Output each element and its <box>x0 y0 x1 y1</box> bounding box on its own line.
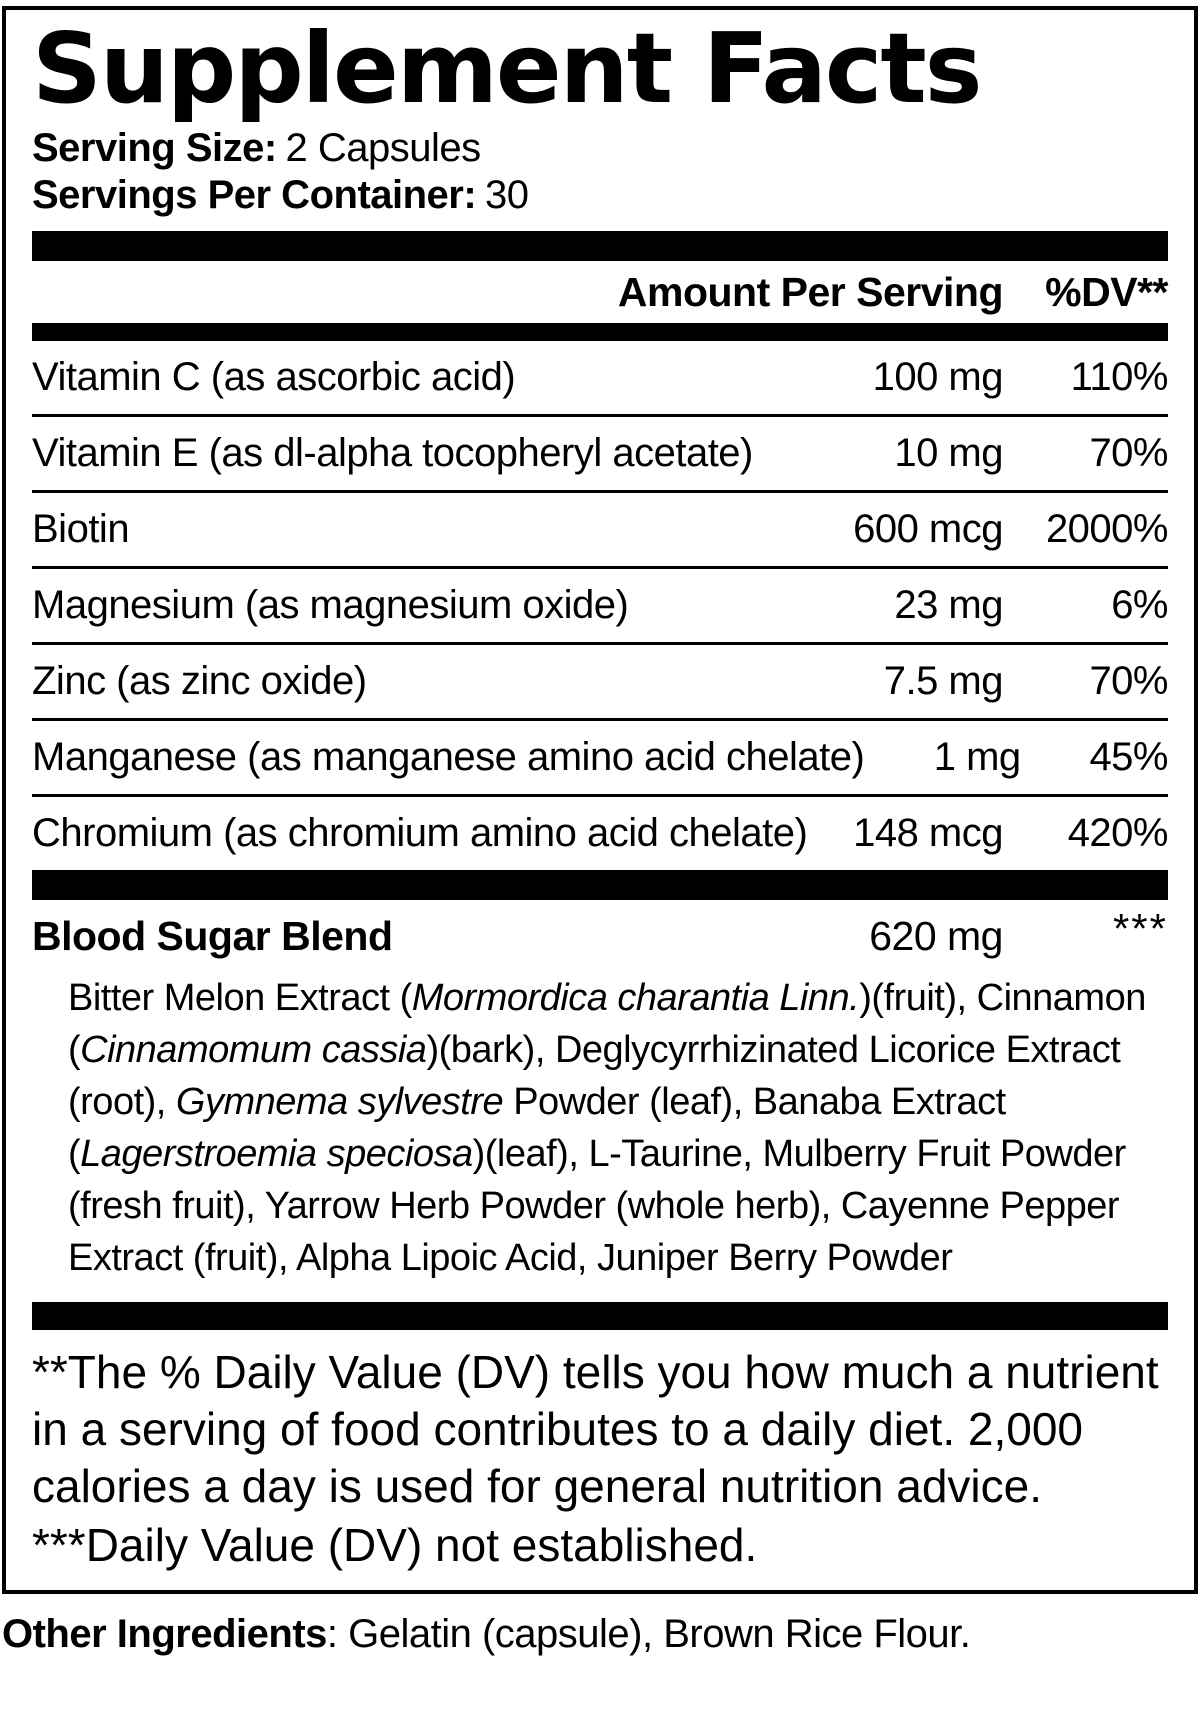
blend-header-row <box>32 904 1168 968</box>
blend-dv-asterisks: *** <box>1112 905 1168 952</box>
other-ingredients-line <box>2 1610 1200 1658</box>
nutrient-amount: 148 mcg <box>853 811 1003 855</box>
servings-per-container-label: Servings Per Container: <box>32 173 477 217</box>
divider-bar-blend <box>32 870 1168 900</box>
nutrient-amount: 7.5 mg <box>883 659 1003 703</box>
serving-size-value: 2 Capsules <box>285 126 481 170</box>
supplement-facts-label <box>0 6 1200 1711</box>
nutrient-name: Biotin <box>32 507 130 551</box>
nutrient-name: Vitamin C (as ascorbic acid) <box>32 355 516 399</box>
table-row-magnesium <box>32 566 1168 642</box>
blend-amount: 620 mg <box>869 912 1003 959</box>
not-established-footnote: ***Daily Value (DV) not established. <box>32 1519 758 1571</box>
serving-block <box>32 125 1168 219</box>
nutrient-amount: 600 mcg <box>853 507 1003 551</box>
nutrient-dv: 70% <box>1089 659 1168 703</box>
serving-size-label: Serving Size: <box>32 126 277 170</box>
blend-ingredients-paragraph: Bitter Melon Extract (Mormordica charantia Linn.)(fruit), Cinnamon (Cinnamomum cassia)(bark), Deglycyrrhizinated Licorice Extract (root), Gymnema sylvestre Powder (leaf), Banaba Extract (Lagerstroemia speciosa)(leaf), L-Taurine, Mulberry Fruit Powder (fresh fruit), Yarrow Herb Powder (whole herb), Cayenne Pepper Extract (fruit), Alpha Lipoic Acid, Juniper Berry Powder <box>68 977 1146 1279</box>
table-row-chromium <box>32 794 1168 870</box>
nutrient-amount: 100 mg <box>872 355 1003 399</box>
serving-size-line <box>32 125 1168 172</box>
table-row-biotin <box>32 490 1168 566</box>
other-ingredients-value: : Gelatin (capsule), Brown Rice Flour. <box>326 1612 971 1656</box>
nutrient-amount: 10 mg <box>894 431 1003 475</box>
label-box <box>2 6 1198 1594</box>
servings-per-container-line <box>32 172 1168 219</box>
other-ingredients-label: Other Ingredients <box>2 1612 327 1656</box>
nutrient-dv: 420% <box>1067 811 1168 855</box>
nutrient-name: Chromium (as chromium amino acid chelate) <box>32 811 808 855</box>
amount-per-serving-header: Amount Per Serving <box>617 268 1003 315</box>
nutrient-dv: 70% <box>1089 431 1168 475</box>
nutrient-amount: 23 mg <box>894 583 1003 627</box>
table-header-row <box>32 261 1168 323</box>
nutrient-amount: 1 mg <box>933 735 1021 779</box>
servings-per-container-value: 30 <box>484 173 529 217</box>
table-row-manganese <box>32 718 1168 794</box>
table-row-vitamin-e <box>32 414 1168 490</box>
dv-header: %DV** <box>1045 268 1168 315</box>
divider-bar-header <box>32 323 1168 341</box>
divider-bar-footnotes <box>32 1302 1168 1330</box>
nutrient-name: Zinc (as zinc oxide) <box>32 659 367 703</box>
nutrient-dv: 110% <box>1070 355 1168 399</box>
nutrient-table <box>32 341 1168 870</box>
table-row-zinc <box>32 642 1168 718</box>
divider-bar-top <box>32 231 1168 261</box>
nutrient-name: Manganese (as manganese amino acid chelate) <box>32 735 865 779</box>
dv-footnote: **The % Daily Value (DV) tells you how much a nutrient in a serving of food contributes to a daily diet. 2,000 calories a day is used for general nutrition advice. <box>32 1346 1159 1512</box>
nutrient-dv: 6% <box>1111 583 1168 627</box>
nutrient-name: Magnesium (as magnesium oxide) <box>32 583 629 627</box>
nutrient-dv: 45% <box>1089 735 1168 779</box>
blend-name: Blood Sugar Blend <box>32 912 393 959</box>
nutrient-name: Vitamin E (as dl-alpha tocopheryl acetate) <box>32 431 753 475</box>
page-title: Supplement Facts <box>32 12 981 125</box>
table-row-vitamin-c <box>32 341 1168 414</box>
nutrient-dv: 2000% <box>1045 507 1168 551</box>
